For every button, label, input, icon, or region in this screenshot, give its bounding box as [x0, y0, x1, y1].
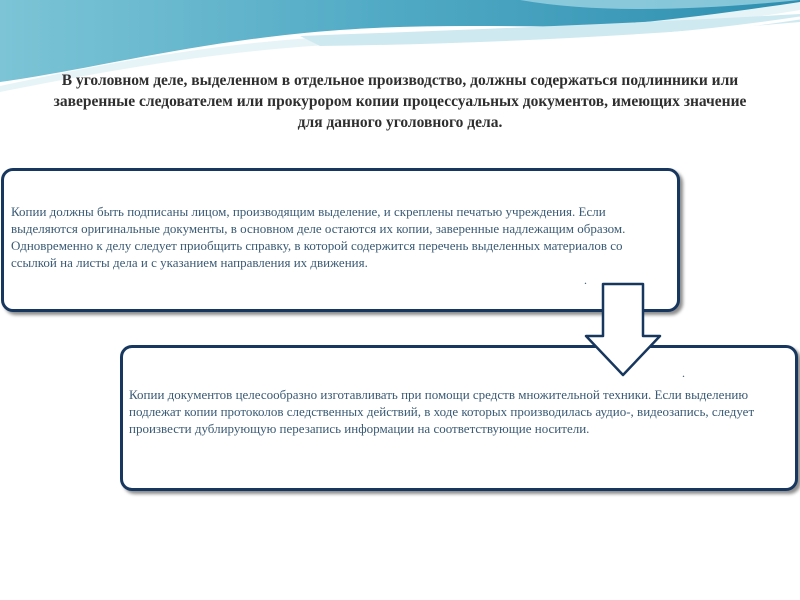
info-box-signatures	[1, 168, 680, 312]
slide-title: В уголовном деле, выделенном в отдельное производство, должны содержаться подлинники или заверенные следователем или прокурором копии процессуальных документов, имеющих значение для данного уголовного дела.	[53, 72, 747, 131]
info-box-signatures-text: Копии должны быть подписаны лицом, производящим выделение, и скреплены печатью учреждения. Если выделяются оригинальные документы, в основном деле остаются их копии, заверенные надлежащим образом. Одновременно к делу следует приобщить справку, в которой содержится перечень выделенных материалов со ссылкой на листы дела и с указанием направления их движения.	[11, 204, 626, 270]
info-box-copies-text: Копии документов целесообразно изготавливать при помощи средств множительной техники. Если выделению подлежат копии протоколов следственных действий, в ходе которых производилась аудио-, видеозапись, следует произвести дублирующую перезапись информации на соответствующие носители.	[129, 387, 755, 436]
info-box-copies	[120, 345, 798, 491]
down-arrow-icon	[583, 282, 663, 378]
bullet-dot: .	[584, 273, 587, 287]
bullet-dot: .	[682, 366, 685, 380]
